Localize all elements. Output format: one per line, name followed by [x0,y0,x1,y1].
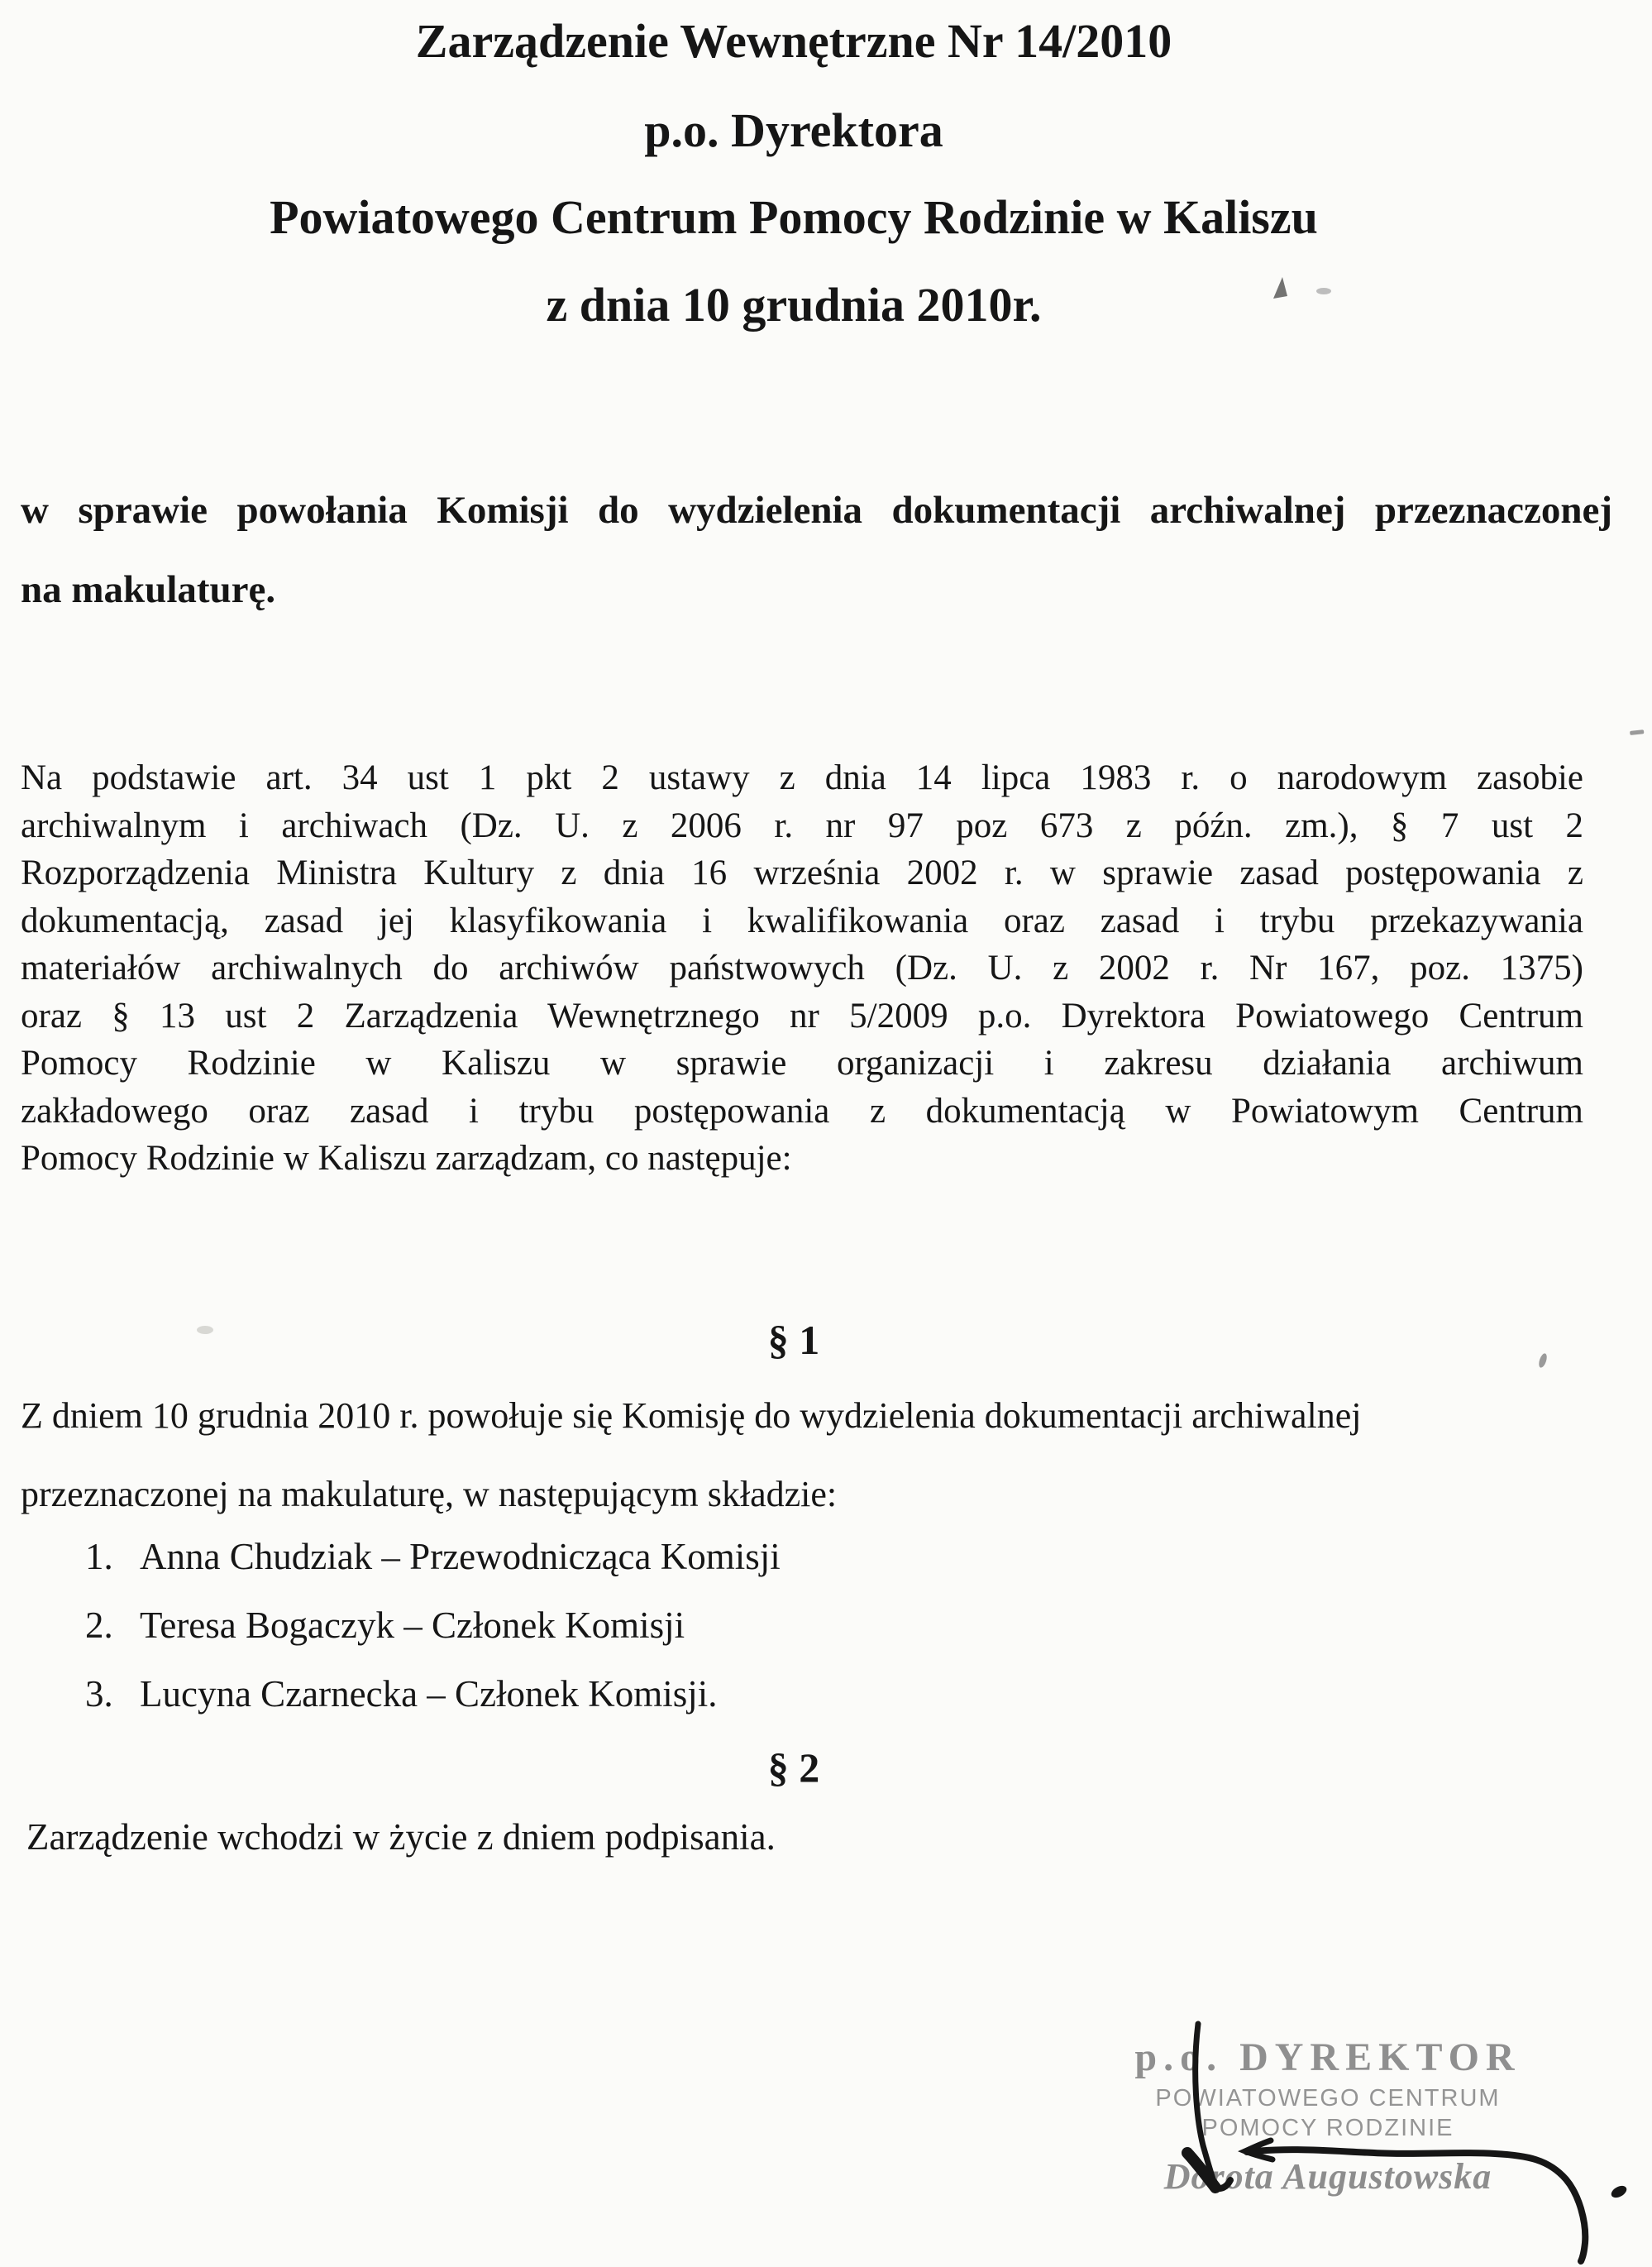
legal-basis-paragraph [21,754,1583,1183]
member-text: Teresa Bogaczyk – Członek Komisji [140,1605,685,1646]
subject-line-1: w sprawie powołania Komisji do wydzielenia dokumentacji archiwalnej przeznaczonej [21,489,1612,532]
stamp-org-line-1: POWIATOWEGO CENTRUM [1155,2085,1501,2112]
ink-blob [1609,2183,1628,2200]
member-number: 3. [85,1673,113,1715]
subject-line-2: na makulaturę. [21,568,276,611]
legal-basis-line: materiałów archiwalnych do archiwów państwowych (Dz. U. z 2002 r. Nr 167, poz. 1375) [21,949,1583,988]
legal-basis-line: Rozporządzenia Ministra Kultury z dnia 16 września 2002 r. w sprawie zasad postępowania z [21,854,1583,892]
legal-basis-line: oraz § 13 ust 2 Zarządzenia Wewnętrznego nr 5/2009 p.o. Dyrektora Powiatowego Centrum [21,996,1583,1035]
legal-basis-line: Na podstawie art. 34 ust 1 pkt 2 ustawy z dnia 14 lipca 1983 r. o narodowym zasobie [21,758,1583,797]
document-title-line-3: Powiatowego Centrum Pomocy Rodzinie w Kaliszu [270,190,1318,244]
stamp-signer-name: Dorota Augustowska [1163,2156,1492,2197]
legal-basis-line: dokumentacją, zasad jej klasyfikowania i kwalifikowania oraz zasad i trybu przekazywania [21,901,1583,940]
section-1-intro-line-2: przeznaczonej na makulaturę, w następującym składzie: [21,1474,838,1514]
member-text: Lucyna Czarnecka – Członek Komisji. [140,1673,718,1715]
legal-basis-line: archiwalnym i archiwach (Dz. U. z 2006 r. nr 97 poz 673 z późn. zm.), § 7 ust 2 [21,806,1583,845]
member-number: 1. [85,1536,113,1577]
stamp-org-line-2: POMOCY RODZINIE [1201,2115,1454,2141]
stamp-title-line: p.o. DYREKTOR [1134,2035,1521,2079]
member-list-item [85,1535,781,1578]
member-text: Anna Chudziak – Przewodnicząca Komisji [140,1536,781,1577]
ink-speck [1630,729,1644,735]
document-title-line-1: Zarządzenie Wewnętrzne Nr 14/2010 [415,14,1172,68]
document-title-line-4: z dnia 10 grudnia 2010r. [546,278,1042,332]
section-2-header: § 2 [767,1744,820,1791]
official-stamp [1131,2035,1525,2198]
member-number: 2. [85,1605,113,1646]
document-title-line-2: p.o. Dyrektora [644,103,943,157]
legal-basis-line: zakładowego oraz zasad i trybu postępowania z dokumentacją w Powiatowym Centrum [21,1091,1583,1131]
section-2-text: Zarządzenie wchodzi w życie z dniem podpisania. [26,1816,776,1858]
legal-basis-line: Pomocy Rodzinie w Kaliszu w sprawie organizacji i zakresu działania archiwum [21,1044,1583,1083]
member-list-item [85,1604,685,1647]
section-1-intro-line-1: Z dniem 10 grudnia 2010 r. powołuje się Komisję do wydzielenia dokumentacji archiwalnej [21,1395,1362,1436]
section-1-header: § 1 [767,1317,820,1363]
member-list-item [85,1672,718,1715]
legal-basis-line: Pomocy Rodzinie w Kaliszu zarządzam, co następuje: [21,1139,792,1178]
